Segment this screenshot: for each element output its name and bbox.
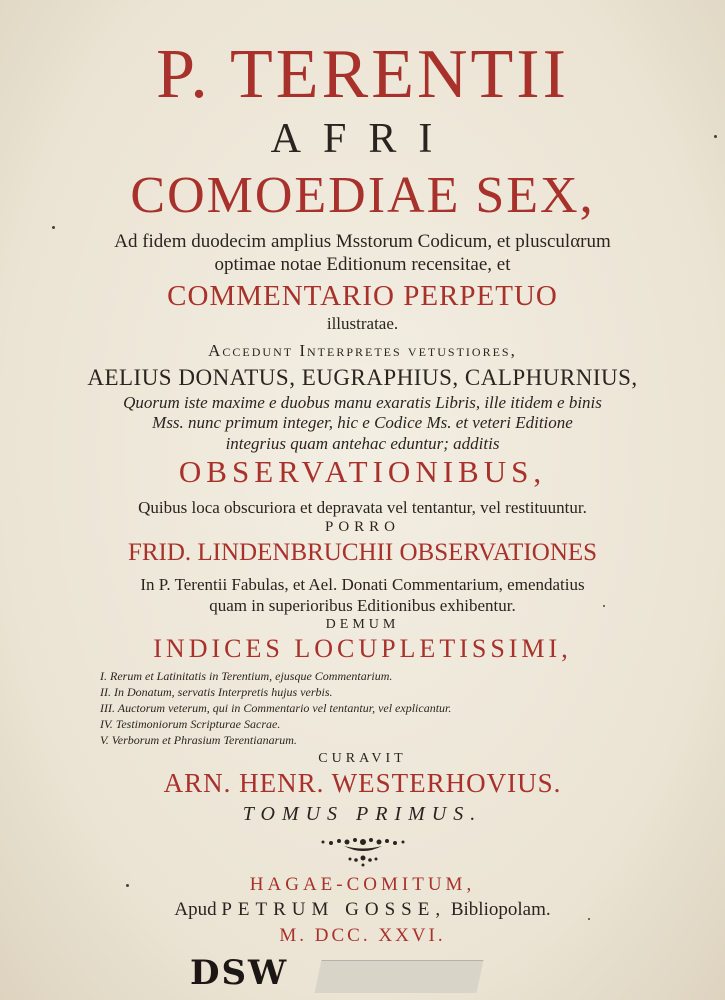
imprint-printer: PETRUM GOSSE, <box>221 899 447 920</box>
foxing-spot <box>588 918 590 920</box>
accedunt-line: Accedunt Interpretes vetustiores, <box>208 341 517 360</box>
interpreters-line: AELIUS DONATUS, EUGRAPHIUS, CALPHURNIUS, <box>87 365 638 390</box>
illustratae-line: illustratae. <box>326 314 399 333</box>
foxing-spot <box>603 605 605 607</box>
curavit-line: CURAVIT <box>318 751 407 766</box>
imprint-apud: Apud <box>174 899 217 920</box>
editor-name: ARN. HENR. WESTERHOVIUS. <box>163 768 562 798</box>
foxing-spot <box>52 226 55 229</box>
title-author: P. TERENTII <box>156 36 569 113</box>
mss-line: Mss. nunc primum integer, hic e Codice Ms. et veteri Editione <box>152 413 573 432</box>
commentario-heading: COMMENTARIO PERPETUO <box>167 280 558 312</box>
stamp-text: DSW <box>190 953 289 993</box>
volume-line: TOMUS PRIMUS. <box>242 803 483 825</box>
title-afri: AFRI <box>270 116 455 162</box>
stamp-smudge <box>314 960 483 993</box>
title-comoediae: COMOEDIAE SEX, <box>130 167 595 224</box>
demum-line: DEMUM <box>325 617 400 632</box>
imprint-printer-line <box>0 900 725 919</box>
integrius-line: integrius quam antehac eduntur; additis <box>225 434 500 453</box>
foxing-spot <box>714 135 717 138</box>
printers-ornament-icon <box>300 834 426 868</box>
subtitle-line-5: optimae notae Editionum recensitae, et <box>214 254 511 275</box>
observationibus-heading: OBSERVATIONIBUS, <box>178 454 547 489</box>
indices-heading: INDICES LOCUPLETISSIMI, <box>153 634 572 663</box>
index-item: II. In Donatum, servatis Interpretis hujus verbis. <box>100 685 333 699</box>
quibus-line: Quibus loca obscuriora et depravata vel tentantur, vel restituuntur. <box>138 498 587 517</box>
foxing-spot <box>126 884 129 887</box>
porro-line: PORRO <box>324 519 401 535</box>
imprint-year: M. DCC. XXVI. <box>279 925 446 946</box>
quorum-line: Quorum iste maxime e duobus manu exaratis Libris, ille itidem e binis <box>123 393 602 412</box>
lindenbruchii-heading: FRID. LINDENBRUCHII OBSERVATIONES <box>127 539 598 566</box>
imprint-role: Bibliopolam. <box>450 899 551 920</box>
index-item: III. Auctorum veterum, qui in Commentario vel tentantur, vel explicantur. <box>100 701 452 715</box>
index-item: I. Rerum et Latinitatis in Terentium, ejusque Commentarium. <box>100 669 393 683</box>
fabulas-line: In P. Terentii Fabulas, et Ael. Donati Commentarium, emendatius <box>140 575 585 594</box>
superioribus-line: quam in superioribus Editionibus exhibentur. <box>209 596 516 615</box>
index-item: V. Verborum et Phrasium Terentianarum. <box>100 733 297 747</box>
imprint-place: HAGAE-COMITUM, <box>249 874 476 895</box>
library-stamp <box>190 950 480 994</box>
subtitle-line-4: Ad fidem duodecim amplius Msstorum Codicum, et plusculαrum <box>114 231 611 252</box>
index-item: IV. Testimoniorum Scripturae Sacrae. <box>100 717 281 731</box>
